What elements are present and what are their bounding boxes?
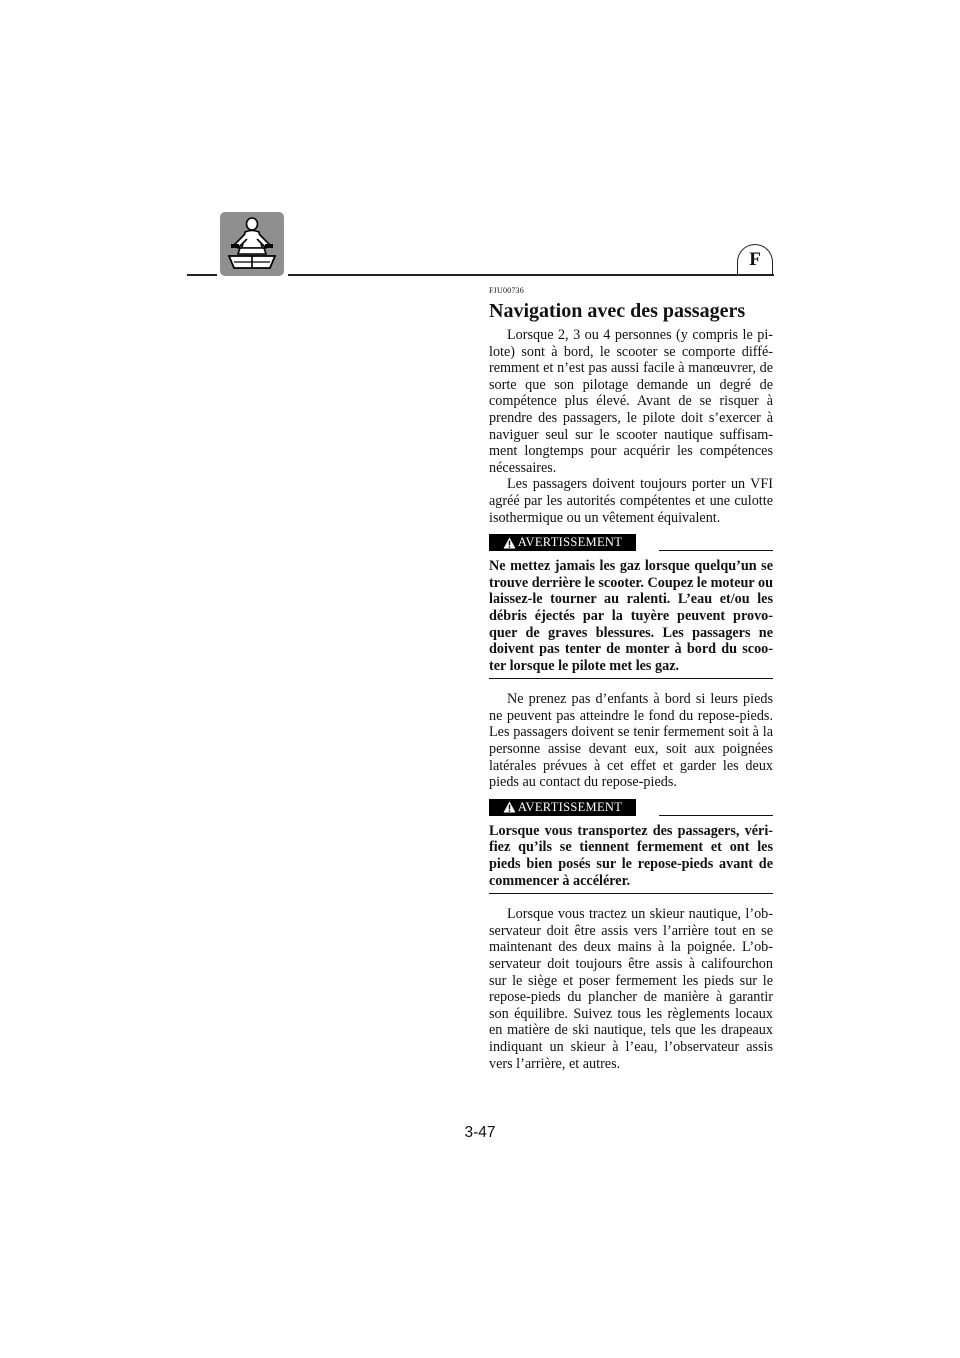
header-rule-left — [187, 274, 217, 276]
jetski-rider-icon — [220, 212, 284, 276]
warning-text-1: Ne mettez jamais les gaz lorsque quelqu’un se trouve derrière le scooter. Coupez le moteur ou laissez-le tourner au ralenti. L’eau et/ou les débris éjectés par la tuyère peuvent provo-quer de graves blessures. Les passagers ne doivent pas tenter de monter à bord du scoo-ter lorsque le pilote met les gaz. — [489, 558, 773, 674]
warning-header-1 — [489, 534, 773, 552]
warning-end-rule-1 — [489, 678, 773, 679]
warning-triangle-icon — [503, 537, 516, 549]
header-rule-right — [288, 274, 774, 276]
warning-label-2 — [489, 799, 636, 816]
warning-text-2: Lorsque vous transportez des passagers, véri-fiez qu’ils se tiennent fermement et ont les pieds bien posés sur le repose-pieds avant de commencer à accélérer. — [489, 822, 773, 889]
body-paragraph-2: Les passagers doivent toujours porter un VFI agréé par les autorités compétentes et une culotte isothermique ou un vêtement équivalent. — [489, 476, 773, 526]
page-number: 3-47 — [464, 1124, 496, 1141]
warning-label-1 — [489, 534, 636, 551]
section-title: Navigation avec des passagers — [489, 300, 746, 322]
warning-rule-2 — [659, 815, 773, 816]
warning-label-text-1: AVERTISSEMENT — [517, 535, 623, 550]
section-code: FJU00736 — [489, 286, 524, 295]
language-badge: F — [737, 244, 773, 274]
body-paragraph-1: Lorsque 2, 3 ou 4 personnes (y compris le pi-lote) sont à bord, le scooter se comporte diffé-remment et n’est pas aussi facile à manœuvrer, de sorte que son pilotage demande un degré de compétence plus élevé. Avant de se risquer à prendre des passagers, le pilote doit s’exercer à naviguer seul sur le scooter nautique suffisam-ment longtemps pour acquérir les compétences nécessaires. — [489, 327, 773, 476]
warning-rule-1 — [659, 550, 773, 551]
section-content — [489, 286, 773, 1072]
body-paragraph-3: Ne prenez pas d’enfants à bord si leurs pieds ne peuvent pas atteindre le fond du repose-pieds. Les passagers doivent se tenir fermement soit à la personne assise devant eux, soit aux poignées latérales prévues à cet effet et garder les deux pieds au contact du repose-pieds. — [489, 691, 773, 791]
warning-label-text-2: AVERTISSEMENT — [517, 800, 623, 815]
warning-end-rule-2 — [489, 893, 773, 894]
warning-header-2 — [489, 799, 773, 817]
body-paragraph-4: Lorsque vous tractez un skieur nautique, l’ob-servateur doit être assis vers l’arrière tout en se maintenant des deux mains à la poignée. L’ob-servateur doit toujours être assis à califourchon sur le siège et poser fermement les pieds sur le repose-pieds du plancher de manière à garantir son équilibre. Suivez tous les règlements locaux en matière de ski nautique, tels que les drapeaux indiquant un skieur à l’eau, l’observateur assis vers l’arrière, et autres. — [489, 906, 773, 1072]
warning-triangle-icon — [503, 801, 516, 813]
